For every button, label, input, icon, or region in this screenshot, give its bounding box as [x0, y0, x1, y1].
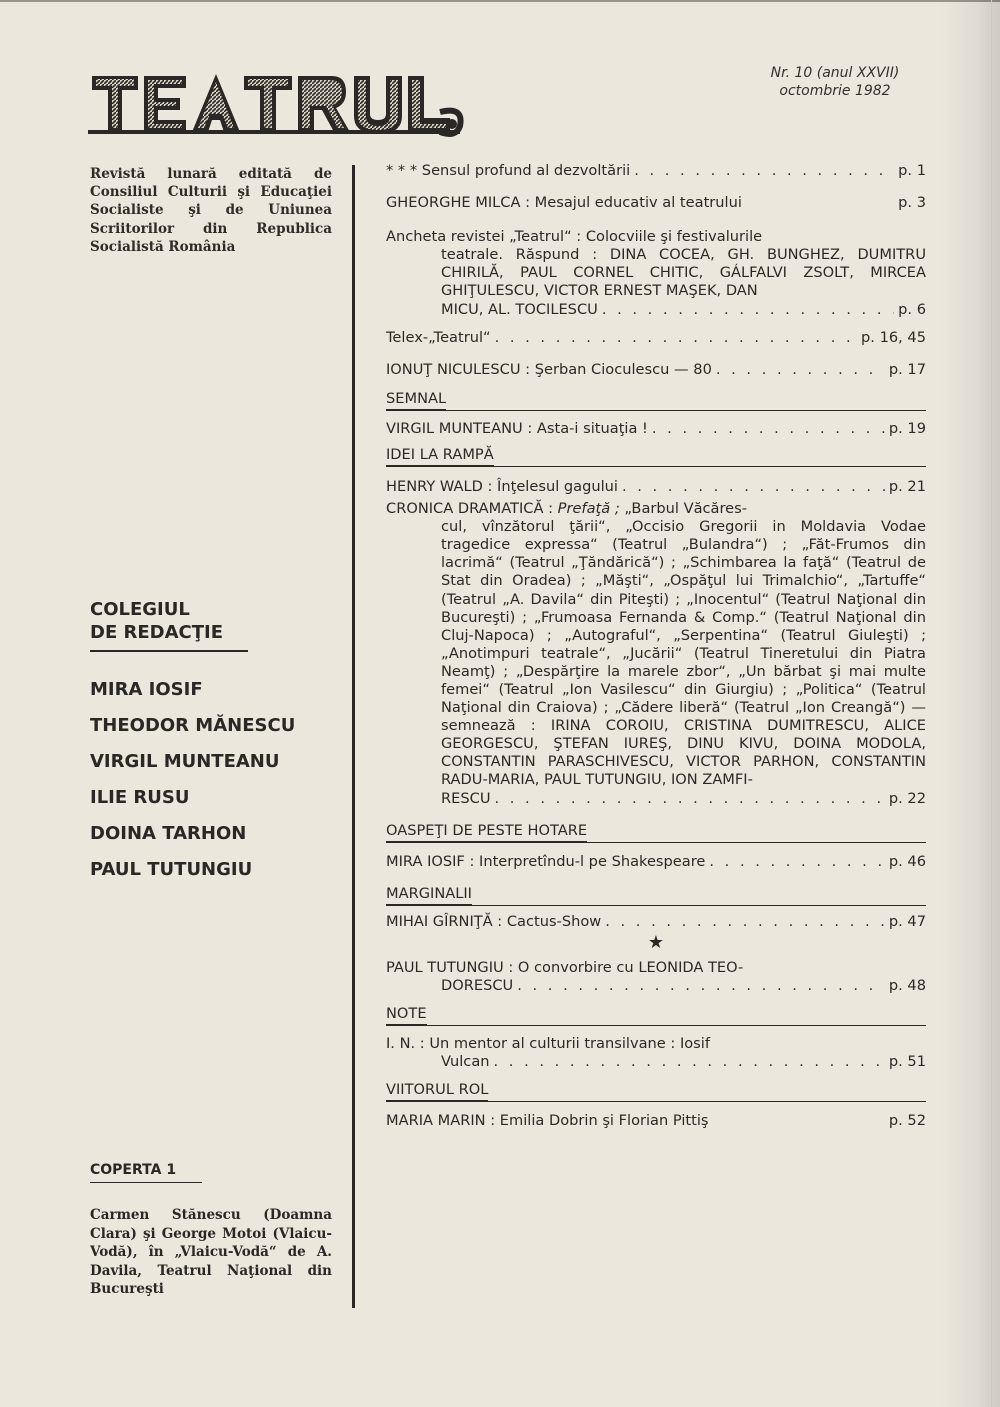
cover-caption-text: Carmen Stănescu (Doamna Clara) şi George Motoi (Vlaicu-Vodă), în „Vlaicu-Vodă“ de A. Davila, Teatrul Naţional din Bucureşti [90, 1207, 332, 1297]
board-member: PAUL TUTUNGIU [90, 859, 253, 880]
toc-page: p. 21 [888, 477, 926, 495]
editorial-board-title-2: DE REDACŢIE [90, 622, 224, 643]
toc-page: p. 3 [898, 194, 926, 212]
toc-entry[interactable] [386, 361, 926, 379]
section-heading: MARGINALII [386, 885, 472, 905]
section-divider [386, 1025, 926, 1026]
toc-entry-title: VIRGIL MUNTEANU : Asta-i situaţia ! [386, 419, 648, 437]
toc-page: p. 16, 45 [861, 328, 926, 346]
cover-caption-rule [90, 1182, 202, 1183]
toc-entry-title: MIRA IOSIF : Interpretîndu-l pe Shakespeare [386, 852, 706, 870]
toc-leader [709, 853, 884, 871]
section-divider [386, 905, 926, 906]
toc-entry[interactable] [386, 853, 926, 871]
section-heading: NOTE [386, 1005, 427, 1025]
toc-leader [622, 478, 885, 496]
page-top-edge [0, 0, 1000, 2]
toc-page: p. 52 [888, 1112, 926, 1130]
board-member: ILIE RUSU [90, 787, 190, 808]
toc-page: p. 19 [888, 419, 926, 437]
star-icon: ★ [647, 931, 665, 953]
board-member: DOINA TARHON [90, 823, 247, 844]
section-divider [386, 1101, 926, 1102]
cover-caption-title: COPERTA 1 [90, 1162, 177, 1178]
toc-entry-continuation: cul, vînzătorul ţării“, „Occisio Gregorii in Moldavia Vodae tragedice expressa“ (Teatrul „Bulandra“) ; „Făt-Frumos din lacrimă“ (Teatrul „Ţăndărică“) ; „Schimbarea la faţă“ (Teatrul de Stat din Oradea) ; „Măşti“, „Ospăţul lui Trimalchio“, „Tartuffe“ (Teatrul „A. Davila“ din Piteşti) ; „Inocentul“ (Teatrul Naţional din Bucureşti) ; „Frumoasa Fernanda & Comp.“ (Teatrul Naţional din Cluj-Napoca) ; „Autograful“, „Serpentina“ (Teatrul Giuleşti) ; „Anotimpuri teatrale“, „Jucării“ (Teatrul Tineretului din Piatra Neamţ) ; „Despărţire la marele zbor“, „Un bărbat şi mai multe femei“ (Teatrul „Ion Vasilescu“ din Giurgiu) ; „Politica“ (Teatrul Naţional din Craiova) ; „Cădere liberă“ (Teatrul „Ion Creangă“) — semnează : IRINA COROIU, CRISTINA DUMITRESCU, ALICE GEORGESCU, ŞTEFAN IUREŞ, DINU KIVU, DOINA MODOLA, CONSTANTIN PARASCHIVESCU, VICTOR PARHON, CONSTANTIN RADU-MARIA, PAUL TUTUNGIU, ION ZAMFI- [441, 518, 926, 789]
toc-entry-title: Ancheta revistei „Teatrul“ : Colocviile şi festivalurile [386, 228, 763, 246]
column-divider [352, 165, 355, 1308]
editorial-board-members [90, 672, 340, 888]
editorial-board-rule [90, 650, 248, 652]
teatrul-logo [88, 68, 468, 140]
toc-page: p. 48 [888, 976, 926, 994]
toc-entry-last-line: DORESCU [441, 976, 514, 994]
issue-number: Nr. 10 (anul XXVII) [770, 65, 900, 81]
section-divider [386, 410, 926, 411]
editorial-board-title-1: COLEGIUL [90, 599, 190, 620]
toc-entry-title: MIHAI GÎRNIŢĂ : Cactus-Show [386, 912, 602, 930]
toc-page: p. 47 [888, 912, 926, 930]
toc-entry-title: HENRY WALD : Înţelesul gagului [386, 477, 618, 495]
toc-entry[interactable] [386, 478, 926, 496]
toc-leader [634, 162, 894, 180]
toc-entry-title: GHEORGHE MILCA : Mesajul educativ al teatrului [386, 194, 742, 212]
toc-entry[interactable] [386, 228, 926, 318]
toc-page: p. 6 [898, 300, 926, 318]
section-heading: SEMNAL [386, 390, 446, 410]
toc-page: p. 1 [898, 162, 926, 179]
toc-leader [652, 420, 885, 438]
section-heading: IDEI LA RAMPĂ [386, 446, 494, 466]
toc-entry[interactable] [386, 500, 926, 808]
cover-caption [90, 1160, 332, 1299]
toc-page: p. 17 [888, 360, 926, 378]
board-member: MIRA IOSIF [90, 679, 203, 700]
board-member: THEODOR MĂNESCU [90, 715, 296, 736]
masthead-text: Revistă lunară editată de Consiliul Culturii şi Educaţiei Socialiste şi de Uniunea Scriitorilor din Republica Socialistă România [90, 166, 332, 255]
editorial-board [90, 598, 340, 888]
toc-entry-last-line: MICU, AL. TOCILESCU [441, 300, 598, 318]
board-member: VIRGIL MUNTEANU [90, 751, 280, 772]
toc-leader [494, 1053, 885, 1071]
section-divider [386, 466, 926, 467]
toc-entry-title: * * * Sensul profund al dezvoltării [386, 162, 631, 179]
toc-entry-author: CRONICA DRAMATICĂ : [386, 500, 558, 518]
toc-leader [716, 361, 885, 379]
toc-leader [495, 329, 857, 347]
toc-entry-title: PAUL TUTUNGIU : O convorbire cu LEONIDA TEO- [386, 958, 744, 976]
toc-entry[interactable] [386, 1112, 926, 1130]
page-edge-line [991, 0, 992, 1407]
toc-entry-title: IONUŢ NICULESCU : Şerban Cioculescu — 80 [386, 360, 712, 378]
toc-entry[interactable] [386, 329, 926, 347]
table-of-contents [386, 162, 926, 1130]
toc-page: p. 22 [888, 789, 926, 807]
issue-date: octombrie 1982 [779, 83, 891, 99]
toc-leader [495, 790, 885, 808]
toc-page: p. 51 [888, 1053, 926, 1071]
section-divider [386, 842, 926, 843]
toc-entry-continuation: teatrale. Răspund : DINA COCEA, GH. BUNGHEZ, DUMITRU CHIRILĂ, PAUL CORNEL CHITIC, GÁLFALVI ZSOLT, MIRCEA GHIŢULESCU, VICTOR ERNEST MAŞEK, DAN [441, 246, 926, 300]
toc-entry[interactable] [386, 1035, 926, 1071]
masthead [90, 165, 332, 256]
toc-page: p. 46 [888, 852, 926, 870]
toc-entry[interactable] [386, 420, 926, 438]
toc-leader [602, 301, 894, 319]
toc-entry-last-line: RESCU [441, 789, 491, 807]
section-heading: VIITORUL ROL [386, 1081, 488, 1101]
toc-entry-rest: „Barbul Văcăres- [619, 500, 748, 518]
toc-entry-title: I. N. : Un mentor al culturii transilvane : Iosif [386, 1035, 710, 1052]
toc-entry-last-line: Vulcan [441, 1053, 490, 1071]
toc-entry[interactable] [386, 194, 926, 212]
toc-leader [605, 913, 885, 931]
toc-entry-title: MARIA MARIN : Emilia Dobrin şi Florian Pittiş [386, 1112, 709, 1130]
toc-entry[interactable] [386, 162, 926, 180]
toc-entry[interactable] [386, 959, 926, 995]
toc-leader [517, 977, 885, 995]
toc-entry-title: Telex-„Teatrul“ [386, 328, 491, 346]
toc-entry-italic: Prefaţă ; [557, 500, 620, 518]
toc-entry-title [386, 500, 747, 518]
toc-entry[interactable] [386, 913, 926, 931]
issue-info [735, 64, 935, 100]
section-heading: OASPEŢI DE PESTE HOTARE [386, 822, 587, 842]
